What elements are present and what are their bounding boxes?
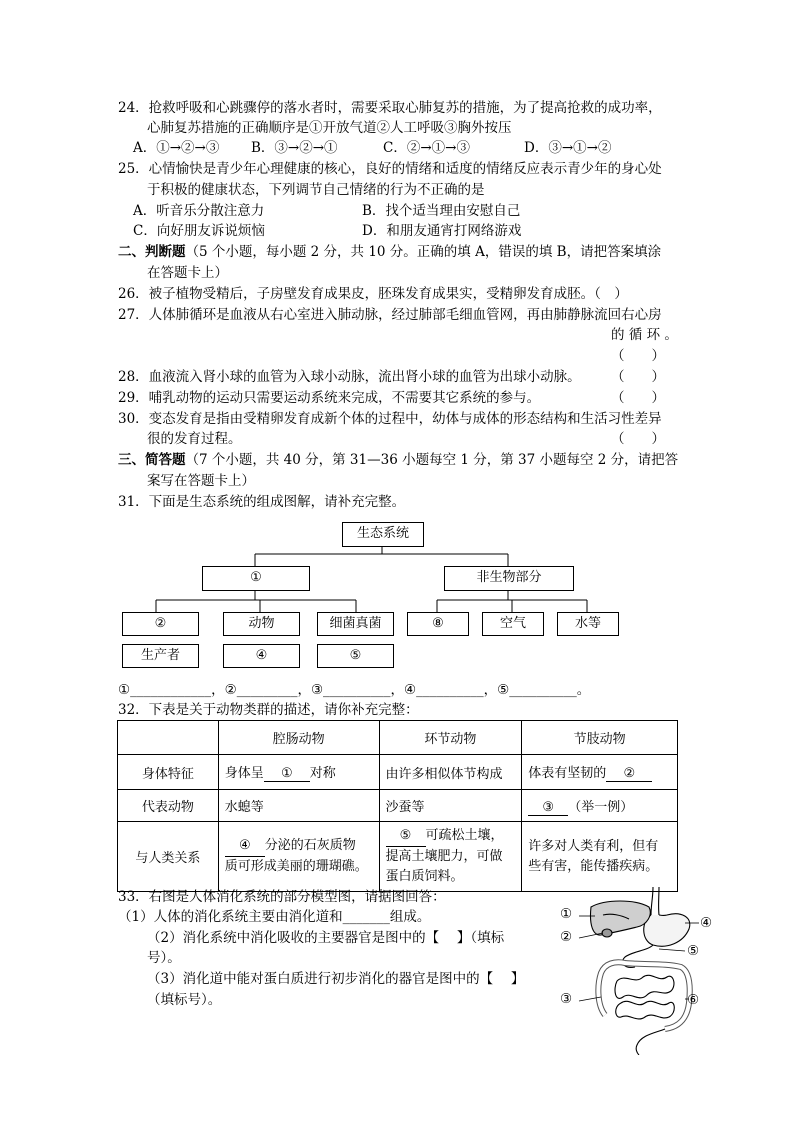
q26-text: 26．被子植物受精后，子房壁发育成果皮，胚珠发育成果实，受精卵发育成胚。（ ）: [118, 286, 628, 302]
q25-option-a: A．听音乐分散注意力: [133, 203, 265, 219]
q25-option-b: B．找个适当理由安慰自己: [362, 203, 521, 219]
cell-text: 可疏松土壤，: [425, 828, 504, 843]
row-label-body: 身体特征: [118, 755, 219, 790]
table-header-arthropod: 节肢动物: [522, 721, 678, 755]
q25-option-c: C．向好朋友诉说烦恼: [133, 223, 265, 239]
diagram-box-2: ②: [122, 612, 199, 636]
diagram-box-ecosystem: 生态系统: [342, 522, 424, 547]
section3-desc1: （7 个小题，共 40 分，第 31—36 小题每空 1 分，第 37 小题每空 2 分，请把答: [185, 452, 679, 468]
q27-line1: 27．人体肺循环是血液从右心室进入肺动脉，经过肺部毛细血管网，再由肺静脉流回右心房: [118, 307, 662, 323]
diagram-box-1: ①: [202, 566, 310, 591]
diagram-box-air: 空气: [482, 612, 544, 636]
cell-text: 些有害，能传播疾病。: [528, 858, 659, 874]
q33-sub3-line2: （填标号）。: [147, 992, 222, 1008]
cell-text: 对称: [309, 766, 336, 781]
q33-sub1: （1）人体的消化系统主要由消化道和_______组成。: [118, 909, 431, 925]
q25-option-d: D．和朋友通宵打网络游戏: [362, 223, 522, 239]
q27-line2: 的 循 环 。: [611, 327, 678, 343]
q29-text: 29．哺乳动物的运动只需要运动系统来完成，不需要其它系统的参与。: [118, 390, 541, 406]
q24-option-b: B．③→②→①: [251, 140, 338, 156]
table-cell: [379, 822, 522, 892]
table-header-coelenterate: 腔肠动物: [218, 721, 379, 755]
diagram-box-4: ④: [223, 644, 300, 668]
diagram-box-abiotic: 非生物部分: [444, 566, 574, 591]
q24-stem-line1: 24．抢救呼吸和心跳骤停的落水者时，需要采取心肺复苏的措施，为了提高抢救的成功率，: [118, 100, 662, 116]
diagram-box-producer: 生产者: [122, 644, 199, 668]
q33-sub2-line2: 号）。: [147, 950, 181, 966]
q33-sub2-line1: （2）消化系统中消化吸收的主要器官是图中的【 】（填标: [147, 930, 505, 946]
digestive-label-2: ②: [560, 929, 573, 945]
q31-stem: 31．下面是生态系统的组成图解，请补充完整。: [118, 494, 406, 510]
blank-4: ④: [225, 836, 265, 857]
q25-stem-line2: 于积极的健康状态，下列调节自己情绪的行为不正确的是: [147, 182, 485, 198]
table-header-empty: [118, 721, 219, 755]
cell-text: 提高土壤肥力，可做: [385, 849, 503, 864]
q24-option-c: C．②→①→③: [383, 140, 470, 156]
q33-stem: 33．右图是人体消化系统的部分模型图，请据图回答：: [118, 889, 446, 905]
digestive-label-5: ⑤: [687, 943, 700, 959]
section3-desc2: 案写在答题卡上）: [147, 473, 255, 489]
q24-option-a: A．①→②→③: [133, 140, 220, 156]
q30-line1: 30．变态发育是指由受精卵发育成新个体的过程中，幼体与成体的形态结构和生活习性差异: [118, 411, 662, 427]
q24-stem-line2: 心肺复苏措施的正确顺序是①开放气道②人工呼吸③胸外按压: [147, 120, 512, 136]
table-cell: 由许多相似体节构成: [379, 755, 522, 790]
table-cell: [522, 822, 678, 892]
blank-1: ①: [264, 766, 310, 782]
q32-table: [117, 720, 678, 892]
digestive-label-4: ④: [700, 915, 713, 931]
table-row: [118, 790, 678, 822]
row-label-relation: 与人类关系: [118, 822, 219, 892]
cell-text: 身体呈: [224, 766, 264, 781]
table-header-annelid: 环节动物: [379, 721, 522, 755]
table-cell: 水螅等: [218, 790, 379, 822]
table-cell: 沙蚕等: [379, 790, 522, 822]
section2-desc2: 在答题卡上）: [147, 265, 228, 281]
cell-text: 许多对人类有利，但有: [528, 838, 659, 854]
q25-stem-line1: 25．心情愉快是青少年心理健康的核心，良好的情绪和适度的情绪反应表示青少年的身心处: [118, 161, 662, 177]
table-cell: [218, 755, 379, 790]
blank-5: ⑤: [386, 826, 426, 847]
cell-text: 质可形成美丽的珊瑚礁。: [224, 859, 368, 874]
q28-text: 28．血液流入肾小球的血管为入球小动脉，流出肾小球的血管为出球小动脉。: [118, 369, 581, 385]
section2-title: 二、判断题: [118, 244, 186, 260]
cell-text: 蛋白质饲料。: [385, 869, 464, 884]
q24-option-d: D．③→①→②: [524, 140, 612, 156]
q27-paren: （ ）: [611, 348, 665, 364]
digestive-system-illustration: [555, 885, 715, 1055]
cell-text: 分泌的石灰质物: [264, 838, 356, 853]
diagram-box-animals: 动物: [223, 612, 300, 636]
q28-paren: （ ）: [611, 369, 665, 385]
table-row: [118, 822, 678, 892]
digestive-label-3: ③: [560, 991, 573, 1007]
diagram-box-8: ⑧: [407, 612, 469, 636]
cell-text: 体表有坚韧的: [528, 766, 607, 781]
blank-3: ③: [528, 800, 568, 816]
q31-answer-line: ①____________，②_________，③__________，④__________，⑤__________。: [118, 682, 591, 698]
q32-stem: 32．下表是关于动物类群的描述，请你补充完整：: [118, 702, 419, 718]
blank-2: ②: [606, 766, 652, 782]
section3-title: 三、简答题: [118, 452, 186, 468]
q30-paren: （ ）: [611, 431, 665, 447]
q30-line2: 很的发育过程。: [147, 431, 242, 447]
section2-desc1: （5 个小题，每小题 2 分，共 10 分。正确的填 A，错误的填 B，请把答案填涂: [185, 244, 662, 260]
cell-text: （举一例）: [568, 799, 634, 815]
table-row: [118, 721, 678, 755]
diagram-box-5: ⑤: [317, 644, 394, 668]
table-cell: [522, 790, 678, 822]
digestive-label-6: ⑥: [687, 992, 700, 1008]
digestive-label-1: ①: [560, 906, 573, 922]
table-cell: [522, 755, 678, 790]
diagram-box-water: 水等: [557, 612, 619, 636]
q33-sub3-line1: （3）消化道中能对蛋白质进行初步消化的器官是图中的【 】: [147, 971, 525, 987]
diagram-box-bacteria-fungi: 细菌真菌: [317, 612, 394, 636]
table-row: [118, 755, 678, 790]
q29-paren: （ ）: [611, 390, 665, 406]
row-label-example: 代表动物: [118, 790, 219, 822]
table-cell: [218, 822, 379, 892]
